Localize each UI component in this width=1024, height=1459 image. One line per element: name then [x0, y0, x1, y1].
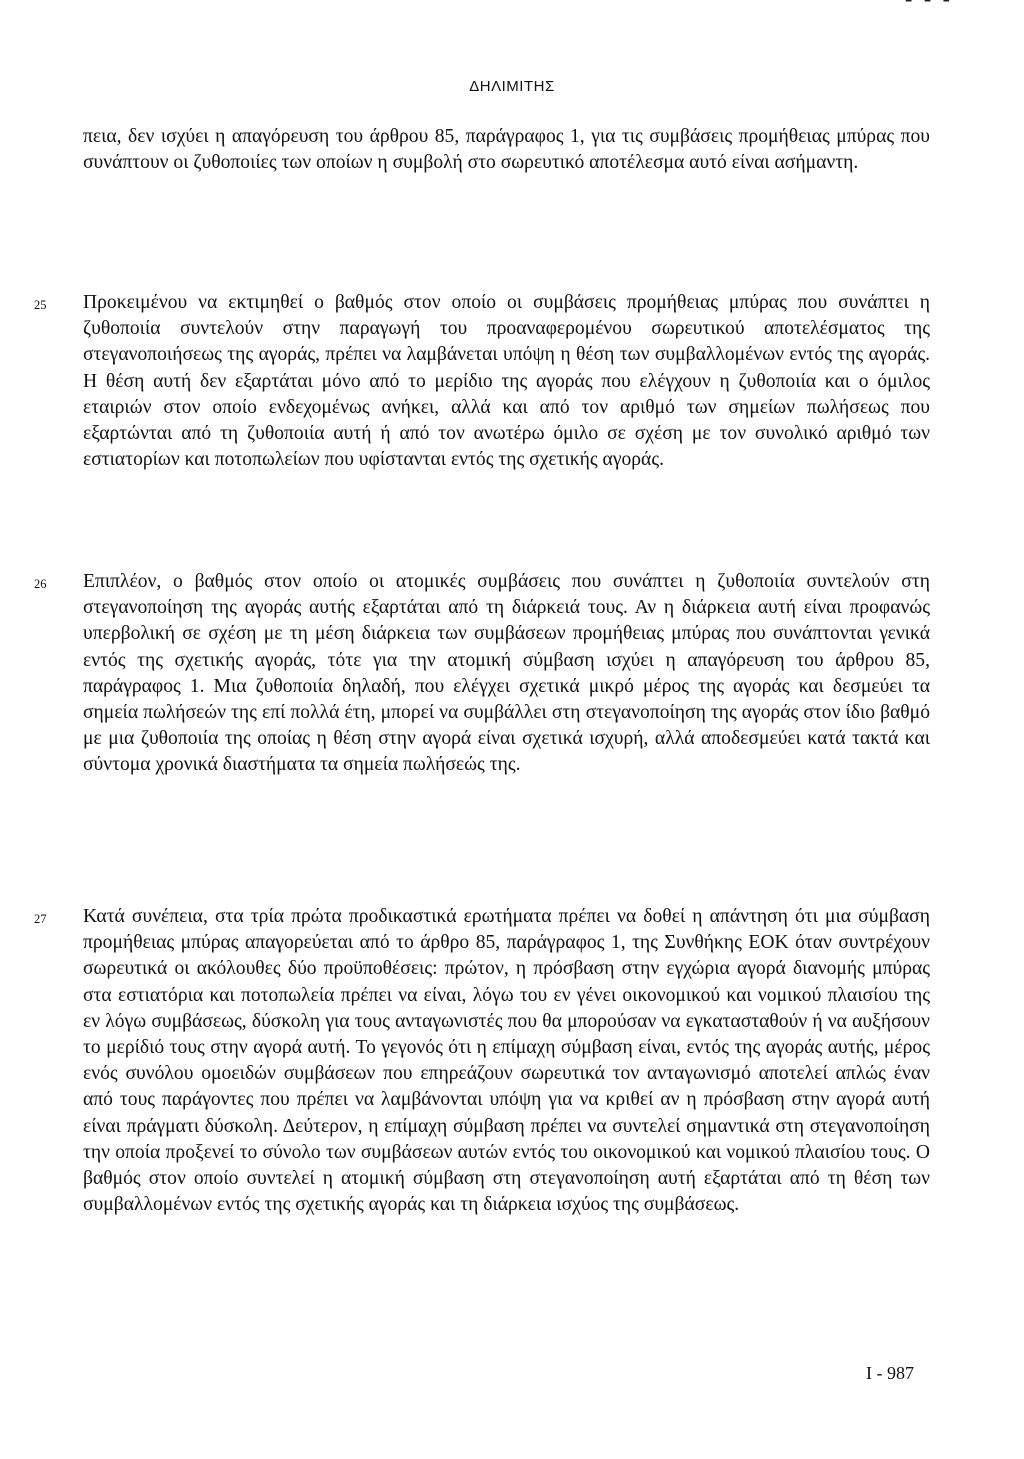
running-head: ΔΗΛΙΜΙΤΗΣ — [469, 78, 555, 95]
paragraph-27: Κατά συνέπεια, στα τρία πρώτα προδικαστικά ερωτήματα πρέπει να δοθεί η απάντηση ότι μια σύμβαση προμήθειας μπύρας απαγορεύεται από το άρθρο 85, παράγραφος 1, της Συνθήκης ΕΟΚ όταν συντρέχουν σωρευτικά οι ακόλουθες δύο προϋποθέσεις: πρώτον, η πρόσβαση στην εγχώρια αγορά διανομής μπύρας στα εστιατόρια και ποτοπωλεία πρέπει να είναι, λόγω του εν γένει οικονομικού και νομικού πλαισίου της εν λόγω συμβάσεως, δύσκολη για τους ανταγωνιστές που θα μπορούσαν να εγκατασταθούν ή να αυξήσουν το μερίδιό τους στην αγορά αυτή. Το γεγονός ότι η επίμαχη σύμβαση είναι, εντός της αγοράς αυτής, μέρος ενός συνόλου ομοειδών συμβάσεων που επηρεάζουν σωρευτικά τον ανταγωνισμό αποτελεί απλώς έναν από τους παράγοντες που πρέπει να λαμβάνονται υπόψη για να κριθεί αν η πρόσβαση στην αγορά αυτή είναι πράγματι δύσκολη. Δεύτερον, η επίμαχη σύμβαση πρέπει να συντελεί σημαντικά στη στεγανοποίηση την οποία προξενεί το σύνολο των συμβάσεων αυτών εντός του οικονομικού και νομικού πλαισίου τους. Ο βαθμός στον οποίο συντελεί η ατομική σύμβαση στη στεγανοποίηση αυτή εξαρτάται από τη θέση των συμβαλλομένων εντός της σχετικής αγοράς και τη διάρκεια ισχύος της συμβάσεως. — [83, 906, 930, 1216]
paragraph-26: Επιπλέον, ο βαθμός στον οποίο οι ατομικές συμβάσεις που συνάπτει η ζυθοποιία συντελούν στη στεγανοποίηση της αγοράς αυτής εξαρτάται από τη διάρκειά τους. Αν η διάρκεια αυτή είναι προφανώς υπερβολική σε σχέση με τη μέση διάρκεια των συμβάσεων προμήθειας μπύρας που συνάπτονται γενικά εντός της σχετικής αγοράς, τότε για την ατομική σύμβαση ισχύει η απαγόρευση του άρθρου 85, παράγραφος 1. Μια ζυθοποιία δηλαδή, που ελέγχει σχετικά μικρό μέρος της αγοράς και δεσμεύει τα σημεία πωλήσεών της επί πολλά έτη, μπορεί να συμβάλλει στη στεγανοποίηση της αγοράς στον ίδιο βαθμό με μια ζυθοποιία της οποίας η θέση στην αγορά είναι σχετικά ισχυρή, αλλά αποδεσμεύει κατά τακτά και σύντομα χρονικά διαστήματα τα σημεία πωλήσεώς της. — [83, 571, 930, 776]
paragraph-number-26: 26 — [34, 577, 47, 591]
paragraph-number-25: 25 — [34, 298, 47, 312]
top-page-mark — [905, 0, 953, 12]
paragraph-number-27: 27 — [34, 912, 47, 926]
page-number: I - 987 — [866, 1363, 914, 1383]
paragraph-continuation: πεια, δεν ισχύει η απαγόρευση του άρθρου 85, παράγραφος 1, για τις συμβάσεις προμήθειας μπύρας που συνάπτουν οι ζυθοποιίες των οποίων η συμβολή στο σωρευτικό αποτέλεσμα αυτό είναι ασήμαντη. — [83, 126, 930, 174]
paragraph-25: Προκειμένου να εκτιμηθεί ο βαθμός στον οποίο οι συμβάσεις προμήθειας μπύρας που συνάπτει η ζυθοποιία συντελούν στην παραγωγή του προαναφερομένου σωρευτικού αποτελέσματος της στεγανοποιήσεως της αγοράς, πρέπει να λαμβάνεται υπόψη η θέση των συμβαλλομένων εντός της αγοράς. Η θέση αυτή δεν εξαρτάται μόνο από το μερίδιο της αγοράς που ελέγχουν η ζυθοποιία και ο όμιλος εταιριών στον οποίο ενδεχομένως ανήκει, αλλά και από τον αριθμό των σημείων πωλήσεως που εξαρτώνται από τη ζυθοποιία αυτή ή από τον ανωτέρω όμιλο σε σχέση με τον συνολικό αριθμό των εστιατορίων και ποτοπωλείων που υφίστανται εντός της σχετικής αγοράς. — [83, 292, 930, 471]
